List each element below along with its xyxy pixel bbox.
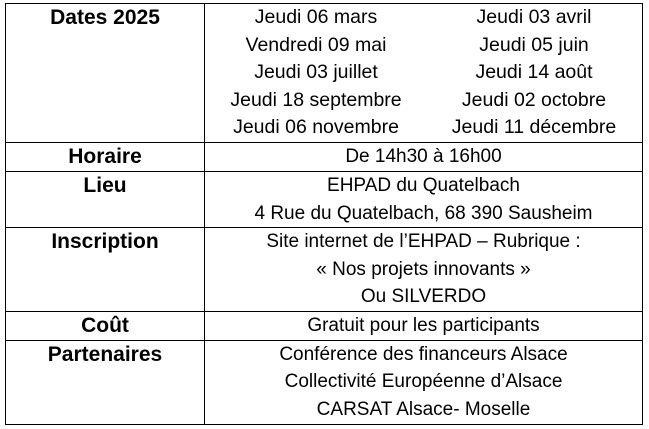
- lieu-line: EHPAD du Quatelbach: [327, 175, 520, 196]
- inscription-label: Inscription: [6, 228, 205, 312]
- dates-list: [205, 4, 642, 142]
- date-item: Jeudi 18 septembre: [230, 88, 402, 111]
- date-item: Jeudi 05 juin: [479, 33, 589, 56]
- date-item: Vendredi 09 mai: [245, 33, 387, 56]
- row-lieu: [6, 172, 643, 228]
- partenaires-label: Partenaires: [6, 340, 205, 424]
- date-item: Jeudi 14 août: [475, 61, 593, 83]
- row-inscription: [6, 228, 643, 312]
- horaire-value: [205, 143, 643, 172]
- lieu-line: 4 Rue du Quatelbach, 68 390 Sausheim: [254, 202, 593, 224]
- row-partenaires: [6, 340, 643, 424]
- event-info-table: [5, 3, 643, 425]
- row-dates: [6, 4, 643, 143]
- partenaires-line: Conférence des financeurs Alsace: [279, 343, 568, 365]
- partenaires-line: Collectivité Européenne d’Alsace: [284, 371, 563, 392]
- inscription-value: [205, 228, 643, 312]
- date-item: Jeudi 06 novembre: [233, 116, 399, 138]
- inscription-line: « Nos projets innovants »: [316, 258, 531, 280]
- row-horaire: [6, 143, 643, 172]
- cout-line: Gratuit pour les participants: [307, 314, 540, 336]
- lieu-value: [205, 172, 643, 228]
- date-item: Jeudi 11 décembre: [451, 116, 617, 138]
- date-item: Jeudi 02 octobre: [461, 88, 607, 111]
- partenaires-value: [205, 340, 643, 424]
- inscription-line: Site internet de l’EHPAD – Rubrique :: [266, 231, 581, 252]
- date-item: Jeudi 03 juillet: [254, 61, 378, 83]
- dates-label: Dates 2025: [6, 4, 205, 143]
- lieu-label: Lieu: [6, 172, 205, 228]
- date-item: Jeudi 03 avril: [476, 6, 592, 28]
- inscription-line: Ou SILVERDO: [360, 286, 487, 307]
- cout-value: [205, 311, 643, 340]
- partenaires-line: CARSAT Alsace- Moselle: [316, 398, 531, 420]
- horaire-line: De 14h30 à 16h00: [345, 146, 502, 167]
- date-item: Jeudi 06 mars: [254, 6, 378, 28]
- cout-label: Coût: [6, 311, 205, 340]
- dates-value: [205, 4, 643, 143]
- horaire-label: Horaire: [6, 143, 205, 172]
- row-cout: [6, 311, 643, 340]
